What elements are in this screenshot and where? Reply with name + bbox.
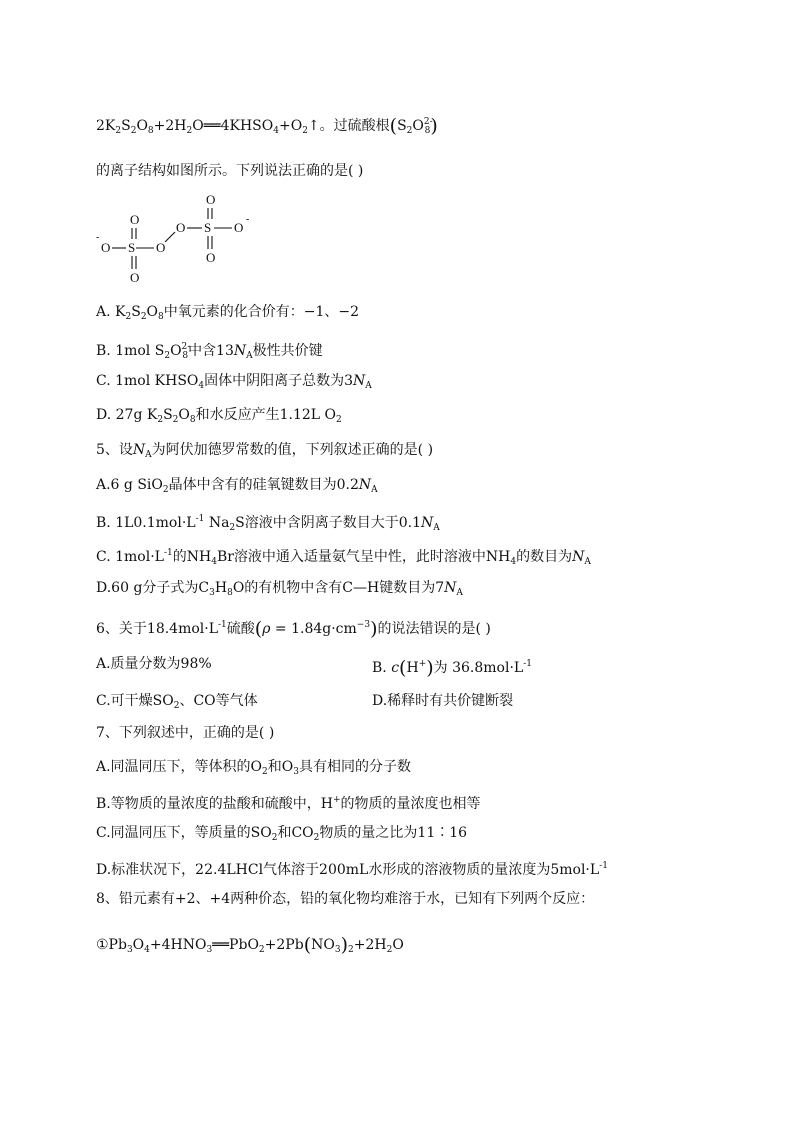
q7-option-b: B.等物质的量浓度的盐酸和硫酸中，H+的物质的量浓度也相等 [96,795,481,812]
atom-O-bridge-2: O [176,220,186,235]
q5-option-a: A.6 g SiO$_2$晶体中含有的硅氧键数目为$0.2N_A$ [96,477,378,495]
q7-option-a: A.同温同压下，等体积的$O_2$和$O_3$具有相同的分子数 [96,759,411,777]
q7-stem: 7、下列叙述中，正确的是( ) [96,725,275,741]
atom-O-bridge-1: O [156,240,166,255]
q6-option-b: B. c(H+)为 $36.8mol\cdot L^{-1}$ [372,657,532,679]
q7-option-d: D.标准状况下，22.4LHCl气体溶于200mL水形成的溶液物质的量浓度为$5mol\cdot L^{-1}$ [96,861,608,878]
q6-option-c: C.可干燥$SO_2$、CO等气体 [96,693,258,711]
q4-option-b: B. 1mol $S_2O^{2-}_8$中含$13N_A$极性共价键 [96,342,323,361]
q5-option-d: D.60 g分子式为$C_3H_8O$的有机物中含有C—H键数目为$7N_A$ [96,580,463,598]
q5-option-c: C. $1mol\cdot L^{-1}$的$NH_4Br$溶液中通入适量氨气呈中性，此时溶液中$NH_4$的数目为$N_A$ [96,548,591,567]
q4-option-a: A. $K_2S_2O_8$中氧元素的化合价有：−1、−2 [96,304,360,322]
q6-option-a: A.质量分数为98% [96,656,212,672]
q5-stem: 5、设$N_A$为阿伏加德罗常数的值，下列叙述正确的是( ) [96,442,434,460]
q8-stem: 8、铅元素有+2、+4两种价态，铅的氧化物均难溶于水，已知有下列两个反应： [96,891,595,907]
charge-right: - [246,214,250,225]
q8-equation-1: $①Pb_3O_4+4HNO_3══PbO_2+2Pb(NO_3)_2+2H_2O$ [96,934,404,956]
atom-S-right: S [204,220,212,235]
charge-left: - [96,232,100,243]
q4-option-d: D. 27g $K_2S_2O_8$和水反应产生1.12L $O_2$ [96,407,342,425]
q4-option-c: C. 1mol $KHSO_4$固体中阴阳离子总数为$3N_A$ [96,373,372,391]
q6-option-d: D.稀释时有共价键断裂 [372,693,514,709]
q6-stem: 6、关于$18.4mol\cdot L^{-1}$硫酸$(\rho = 1.84g\cdot cm^{-3})$的说法错误的是( ) [96,618,491,640]
equation-line: $2K_2S_2O_8+2H_2O══4KHSO_4+O_2↑$。过硫酸根$(S_2O^{2-}_8)$ [96,115,438,137]
atom-O-right: O [234,220,244,235]
peroxydisulfate-structure [92,190,292,290]
atom-O-top-right: O [206,192,216,207]
q7-option-c: C.同温同压下，等质量的$SO_2$和$CO_2$物质的量之比为11∶16 [96,825,468,843]
atom-S-left: S [128,240,136,255]
q5-option-b: B. $1L0.1mol\cdot L^{-1}$ $Na_2S$溶液中含阴离子数目大于$0.1N_A$ [96,514,440,533]
atom-O-bottom-right: O [206,250,216,265]
atom-O-bottom-left: O [130,270,140,285]
atom-O-left: O [101,240,111,255]
structure-intro: 的离子结构如图所示。下列说法正确的是( ) [96,163,364,179]
atom-O-top-left: O [130,212,140,227]
